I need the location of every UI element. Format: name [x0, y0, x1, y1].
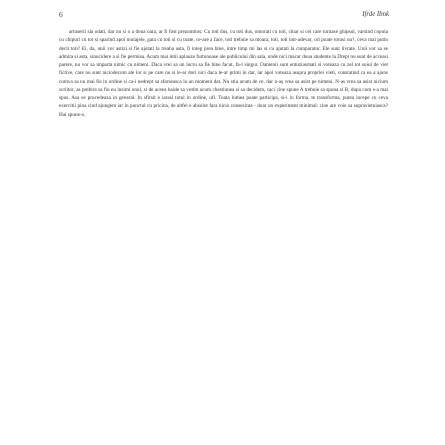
paragraph: artuserii sla odati, dar nu si o a doua oara, ar fi fost prezumtios: Cu toti dus, cu toti dus, omorati cu toti, chiar si cel care turnase ghipsul, varsind copula cu chipuri cu tot si sparind apoi mulajele, gata cu toti si cu toate, ce-are a face, toti trebuie sa moara, toti, toti intr-adevar, ori poate totusi nu?, ceva mai putin decit toti? Ei, da, unii vor astizi si fie ajutati la treaba asta, fi integ prea bine, intre timp mi las si cu ajutati la cumparatur. Ele sunt livrate. Unii vor sa se admita si asta, sinucidere a si fie permisa. Acum mai intii aplauze furtunoase ale publicului din sala, unde nici macar doua studente la Drept nu sunt de acceasi parere, nu vor sa imparta nimic cu nimeni. Daca vrei sa un lucru sa fie bine facut, fa-l singur. Oamenii sunt entuziasmati si voteaza cu zel tot soiul de viet fictive, care nu sunt niciodecum ale lor si pe care nu si le-ar dori nici daca le-ar primi in dar, iar apoi voteaza asupra propriei vieti, constatind ca ea a ajuns cumva sa nu mai fie in ordine si ca-i nedrept sa sfarseasca la un moment dat. Nu stiu acum de ce, dar n-aş vrea sa asist pe nimeni. N-as vrea sa asist nicium scriitor, as prefera sa fiu eu insimi unul, si de aceea haide sa votim acum chestiunea si sa decidem, caci cine spune A trebuie sa spuna si B, dupa cum s-a mai spus. Asa se procedeaza in general. In sfirsit e iarasi totul in ordine, ufl. Toata lumea poate participa, si-i in forma, te transforma, putea incepe cu ceva exercitii pina cind ajungem iar in punctul cu pricina, de altfel e absolut fara nicio consecinta - doar un experiment minimal: cine are voie sa supravietuiasca? Hai spune-o,: [59, 29, 388, 118]
running-title: Ifrde Ibnk: [362, 11, 389, 18]
page-number: 6: [59, 10, 63, 19]
body-text: [59, 28, 388, 428]
page-header: [0, 9, 445, 21]
